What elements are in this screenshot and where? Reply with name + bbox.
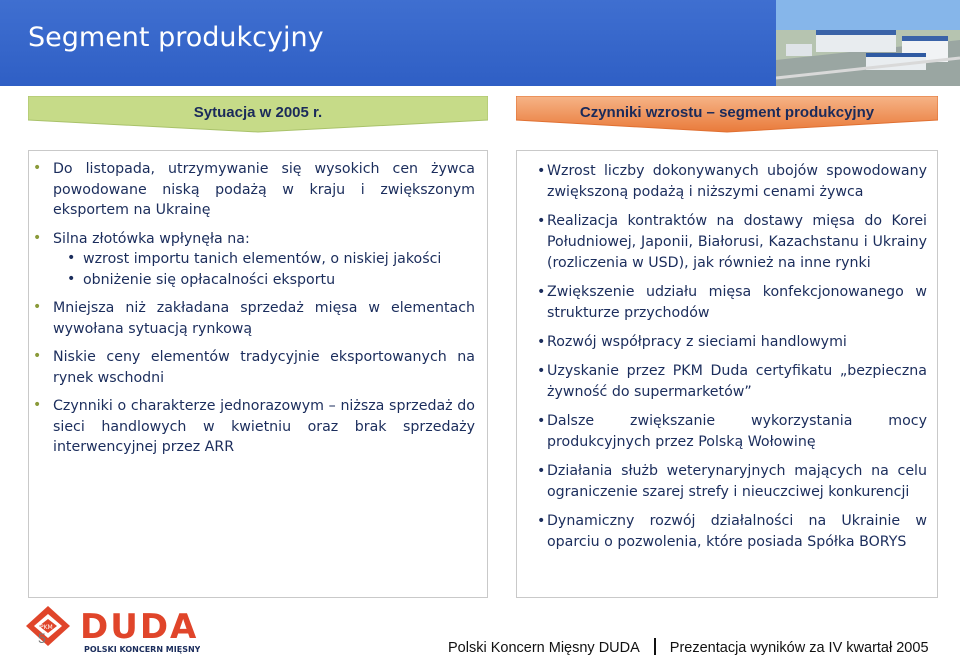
list-item-text: Silna złotówka wpłynęła na: [53,230,250,247]
right-section-heading: Czynniki wzrostu – segment produkcyjny [579,104,875,121]
list-item [53,229,475,291]
page-number: 5 [38,630,46,646]
list-item: • Uzyskanie przez PKM Duda certyfikatu „bezpieczna żywność do supermarketów” [547,361,927,403]
left-section-banner [28,96,488,134]
right-section-banner [516,96,938,134]
footer-presentation: Prezentacja wyników za IV kwartał 2005 [669,640,929,656]
sub-list-item: • wzrost importu tanich elementów, o niskiej jakości [83,249,475,270]
list-item [53,298,475,339]
sub-list [53,249,475,290]
list-item: • Zwiększenie udziału mięsa konfekcjonowanego w strukturze przychodów [547,282,927,324]
sub-list-item: • obniżenie się opłacalności eksportu [83,270,475,291]
list-item: • Rozwój współpracy z sieciami handlowymi [547,332,927,353]
left-section-heading: Sytuacja w 2005 r. [193,104,323,121]
list-item: • Wzrost liczby dokonywanych ubojów spowodowany zwiększoną podażą i niższymi cenami żywca [547,161,927,203]
footer-company: Polski Koncern Mięsny DUDA [448,640,640,656]
right-content-box [516,150,938,598]
duda-logo [20,602,200,656]
footer-text [448,638,929,656]
list-item: • Dalsze zwiększanie wykorzystania mocy produkcyjnych przez Polską Wołowinę [547,411,927,453]
list-item [53,347,475,388]
list-item: • Realizacja kontraktów na dostawy mięsa do Korei Południowej, Japonii, Białorusi, Kazachstanu i Ukrainy (rozliczenia w USD), jak również na inne rynki [547,211,927,274]
svg-text:DUDA: DUDA [80,607,199,647]
header-bar [0,0,960,86]
list-item-text: Niskie ceny elementów tradycyjnie eksportowanych na rynek wschodni [53,349,475,386]
list-item: • Działania służb weterynaryjnych mających na celu ograniczenie szarej strefy i nieuczciwej konkurencji [547,461,927,503]
left-content-box [28,150,488,598]
list-item-text: Czynniki o charakterze jednorazowym – niższa sprzedaż do sieci handlowych w kwietniu oraz brak sprzedaży interwencyjnej przez ARR [53,398,475,455]
list-item-text: Mniejsza niż zakładana sprzedaż mięsa w elementach wywołana sytuacją rynkową [53,300,475,337]
list-item-text: Do listopada, utrzymywanie się wysokich cen żywca powodowane niską podażą w kraju i zwiększonym eksportem na Ukrainę [53,161,475,218]
situation-list [53,159,475,458]
list-item [53,159,475,221]
footer-separator [654,638,656,655]
list-item: • Dynamiczny rozwój działalności na Ukrainie w oparciu o pozwolenia, które posiada Spółka BORYS [547,511,927,553]
list-item [53,396,475,458]
page-title: Segment produkcyjny [28,22,324,53]
svg-text:POLSKI KONCERN MIĘSNY: POLSKI KONCERN MIĘSNY [84,645,200,654]
growth-factors-list [547,161,927,553]
factory-photo [776,0,960,86]
logo-badge-text: PKM [40,624,53,631]
